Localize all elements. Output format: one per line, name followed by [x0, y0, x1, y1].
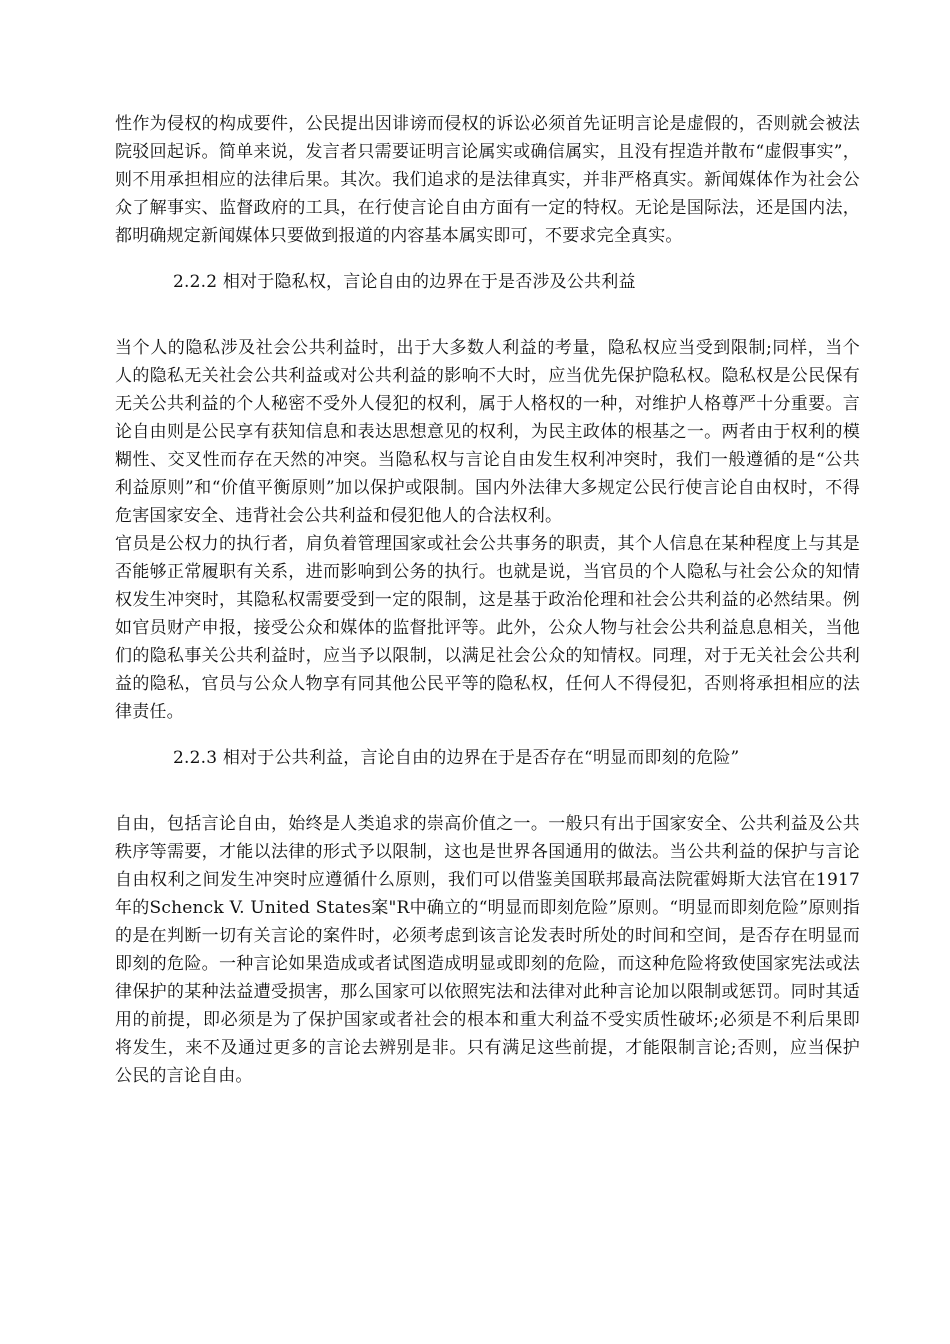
- body-paragraph: 官员是公权力的执行者，肩负着管理国家或社会公共事务的职责，其个人信息在某种程度上与其是否能够正常履职有关系，进而影响到公务的执行。也就是说，当官员的个人隐私与社会公众的知情权发生冲突时，其隐私权需要受到一定的限制，这是基于政治伦理和社会公共利益的必然结果。例如官员财产申报，接受公众和媒体的监督批评等。此外，公众人物与社会公共利益息息相关，当他们的隐私事关公共利益时，应当予以限制，以满足社会公众的知情权。同理，对于无关社会公共利益的隐私，官员与公众人物享有同其他公民平等的隐私权，任何人不得侵犯，否则将承担相应的法律责任。: [115, 534, 860, 722]
- section-heading-2-2-2: 2.2.2 相对于隐私权，言论自由的边界在于是否涉及公共利益: [173, 272, 636, 292]
- spacer: [115, 726, 860, 744]
- body-paragraph: 当个人的隐私涉及社会公共利益时，出于大多数人利益的考量，隐私权应当受到限制;同样，当个人的隐私无关社会公共利益或对公共利益的影响不大时，应当优先保护隐私权。隐私权是公民保有无关公共利益的个人秘密不受外人侵犯的权利，属于人格权的一种，对维护人格尊严十分重要。言论自由则是公民享有获知信息和表达思想意见的权利，为民主政体的根基之一。两者由于权利的模糊性、交叉性而存在天然的冲突。当隐私权与言论自由发生权利冲突时，我们一般遵循的是“公共利益原则”和“价值平衡原则”加以保护或限制。国内外法律大多规定公民行使言论自由权时，不得危害国家安全、违背社会公共利益和侵犯他人的合法权利。: [115, 338, 860, 526]
- document-page: [115, 110, 860, 1090]
- body-paragraph: 自由，包括言论自由，始终是人类追求的崇高价值之一。一般只有出于国家安全、公共利益及公共秩序等需要，才能以法律的形式予以限制，这也是世界各国通用的做法。当公共利益的保护与言论自由权利之间发生冲突时应遵循什么原则，我们可以借鉴美国联邦最高法院霍姆斯大法官在1917年的Schenck V. United States案"R中确立的“明显而即刻危险”原则。“明显而即刻危险”原则指的是在判断一切有关言论的案件时，必须考虑到该言论发表时所处的时间和空间，是否存在明显而即刻的危险。一种言论如果造成或者试图造成明显或即刻的危险，而这种危险将致使国家宪法或法律保护的某种法益遭受损害，那么国家可以依照宪法和法律对此种言论加以限制或惩罚。同时其适用的前提，即必须是为了保护国家或者社会的根本和重大利益不受实质性破坏;必须是不利后果即将发生，来不及通过更多的言论去辨别是非。只有满足这些前提，才能限制言论;否则，应当保护公民的言论自由。: [115, 814, 860, 1086]
- section-heading-2-2-3: 2.2.3 相对于公共利益，言论自由的边界在于是否存在“明显而即刻的危险”: [173, 748, 740, 768]
- spacer: [115, 296, 860, 334]
- spacer: [115, 772, 860, 810]
- body-paragraph: 性作为侵权的构成要件，公民提出因诽谤而侵权的诉讼必须首先证明言论是虚假的，否则就会被法院驳回起诉。简单来说，发言者只需要证明言论属实或确信属实，且没有捏造并散布“虚假事实”，则不用承担相应的法律后果。其次。我们追求的是法律真实，并非严格真实。新闻媒体作为社会公众了解事实、监督政府的工具，在行使言论自由方面有一定的特权。无论是国际法，还是国内法，都明确规定新闻媒体只要做到报道的内容基本属实即可，不要求完全真实。: [115, 114, 860, 246]
- spacer: [115, 250, 860, 268]
